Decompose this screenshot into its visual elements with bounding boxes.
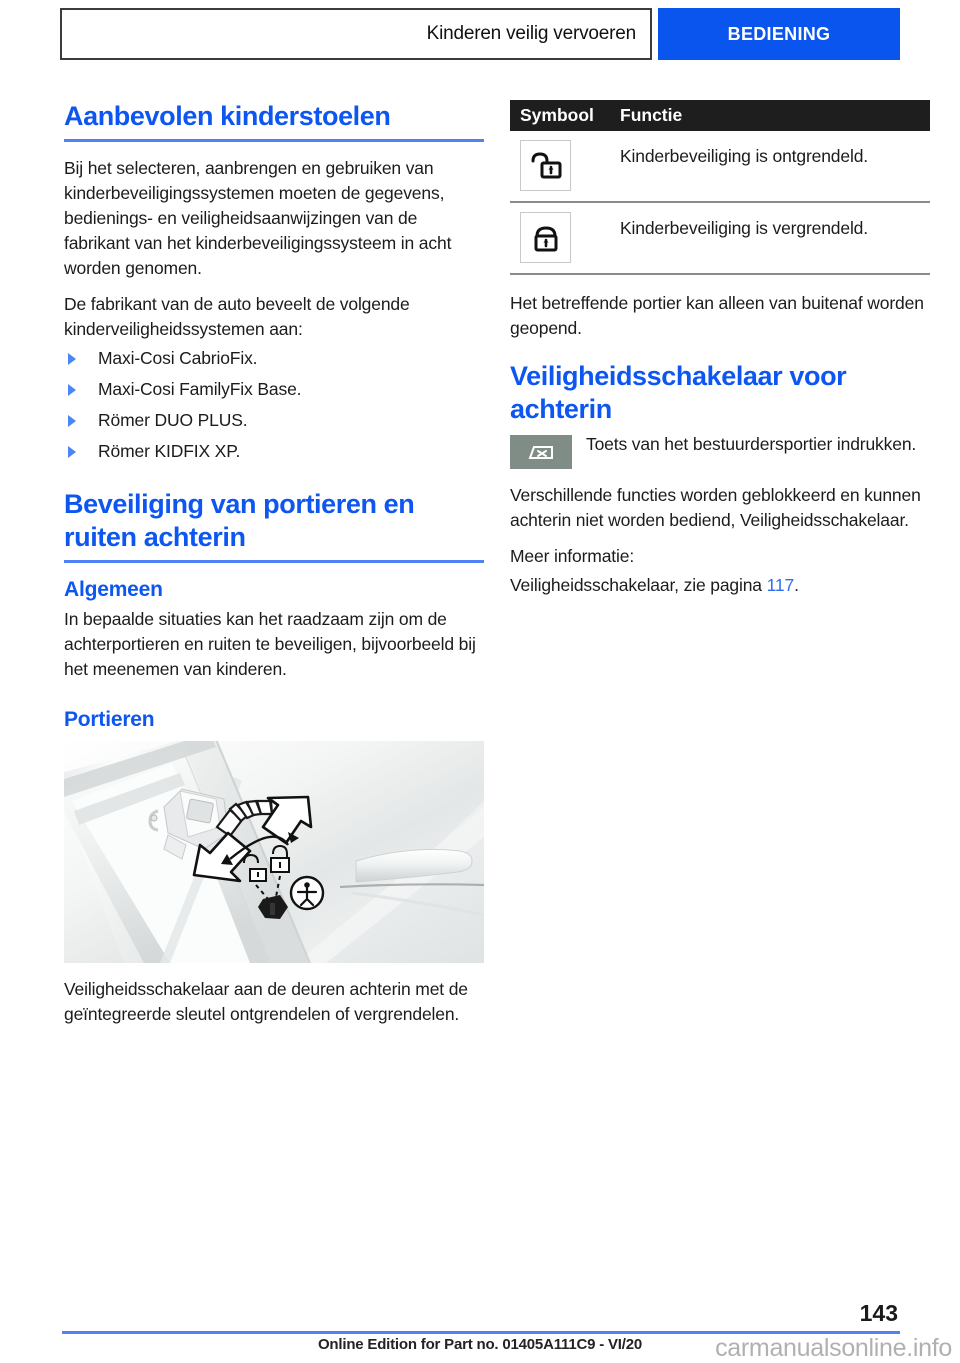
right-column [510,100,930,609]
cross-reference [510,573,930,598]
page-title: Aanbevolen kinderstoelen [64,101,391,131]
intro-paragraph: Bij het selecteren, aanbrengen en gebruiken van kinderbeveiligingssystemen moeten de gegevens, bedienings- en veiligheidsaanwijzingen van de fabrikant van het kinderbeveiligingssysteem in acht worden genomen. [64,158,452,278]
column-header-functie: Functie [620,105,683,125]
blocked-functions-paragraph: Verschillende functies worden geblokkeerd en kunnen achterin niet worden bediend, Veiligheidsschakelaar. [510,485,921,530]
column-header-symbool: Symbool [520,105,594,125]
cross-reference-suffix: . [794,575,799,595]
chapter-title: Kinderen veilig vervoeren [426,23,636,44]
chapter-title-box [60,8,652,60]
running-header [60,8,900,60]
spacer [510,352,930,360]
window-lockout-button-icon [510,435,572,469]
padlock-closed-icon [520,212,571,263]
recommendation-lead: De fabrikant van de auto beveelt de volgende kinderveiligheidssystemen aan: [64,294,410,339]
list-item-label: Maxi-Cosi FamilyFix Base. [98,379,302,399]
page-number: 143 [859,1300,898,1326]
photo-illustration [64,741,484,963]
recommended-seats-list [64,346,484,464]
page-reference-link[interactable]: 117 [766,575,795,595]
child-pictogram-icon [291,877,323,909]
list-item [64,346,484,371]
safety-switch-instruction-text: Toets van het bestuurdersportier indrukken. [586,434,917,454]
table-row [510,203,930,275]
cross-reference-text: Veiligheidsschakelaar, zie pagina [510,575,767,595]
spacer [510,275,930,291]
child-safety-lock-photo [64,741,484,963]
section-heading-safety-switch: Veiligheidsschakelaar voor achterin [510,361,847,424]
algemeen-paragraph: In bepaalde situaties kan het raadzaam zijn om de achterportieren en ruiten te beveiligen, bijvoorbeeld bij het meenemen van kinderen. [64,609,476,679]
spacer [64,470,484,488]
triangle-bullet-icon [68,415,76,427]
padlock-open-icon [520,140,571,191]
more-info-label: Meer informatie: [510,546,635,566]
edition-note: Online Edition for Part no. 01405A111C9 - VI/20 [317,1336,643,1353]
section-tab [658,8,900,60]
list-item [64,439,484,464]
section-rule [64,560,484,563]
section-tab-label: BEDIENING [727,23,831,44]
door-open-note: Het betreffende portier kan alleen van buitenaf worden geopend. [510,293,924,338]
watermark: carmanualsonline.info [715,1334,952,1362]
subheading-algemeen: Algemeen [64,578,163,601]
triangle-bullet-icon [68,353,76,365]
list-item-label: Römer KIDFIX XP. [98,441,241,461]
list-item [64,377,484,402]
section-heading-door-security: Beveiliging van portieren en ruiten achterin [64,489,415,552]
triangle-bullet-icon [68,384,76,396]
footer-rule [62,1331,900,1334]
subheading-portieren: Portieren [64,708,155,731]
title-rule [64,139,484,142]
table-cell-function: Kinderbeveiliging is vergrendeld. [620,218,868,238]
list-item-label: Römer DUO PLUS. [98,410,248,430]
table-header-row [510,100,930,131]
table-row [510,131,930,203]
left-column [64,100,484,1038]
list-item [64,408,484,433]
table-cell-function: Kinderbeveiliging is ontgrendeld. [620,146,868,166]
list-item-label: Maxi-Cosi CabrioFix. [98,348,258,368]
spacer [64,693,484,707]
photo-caption: Veiligheidsschakelaar aan de deuren achterin met de geïntegreerde sleutel ontgrendelen of vergrendelen. [64,979,468,1024]
triangle-bullet-icon [68,446,76,458]
safety-switch-instruction [510,432,930,469]
symbol-function-table [510,100,930,275]
